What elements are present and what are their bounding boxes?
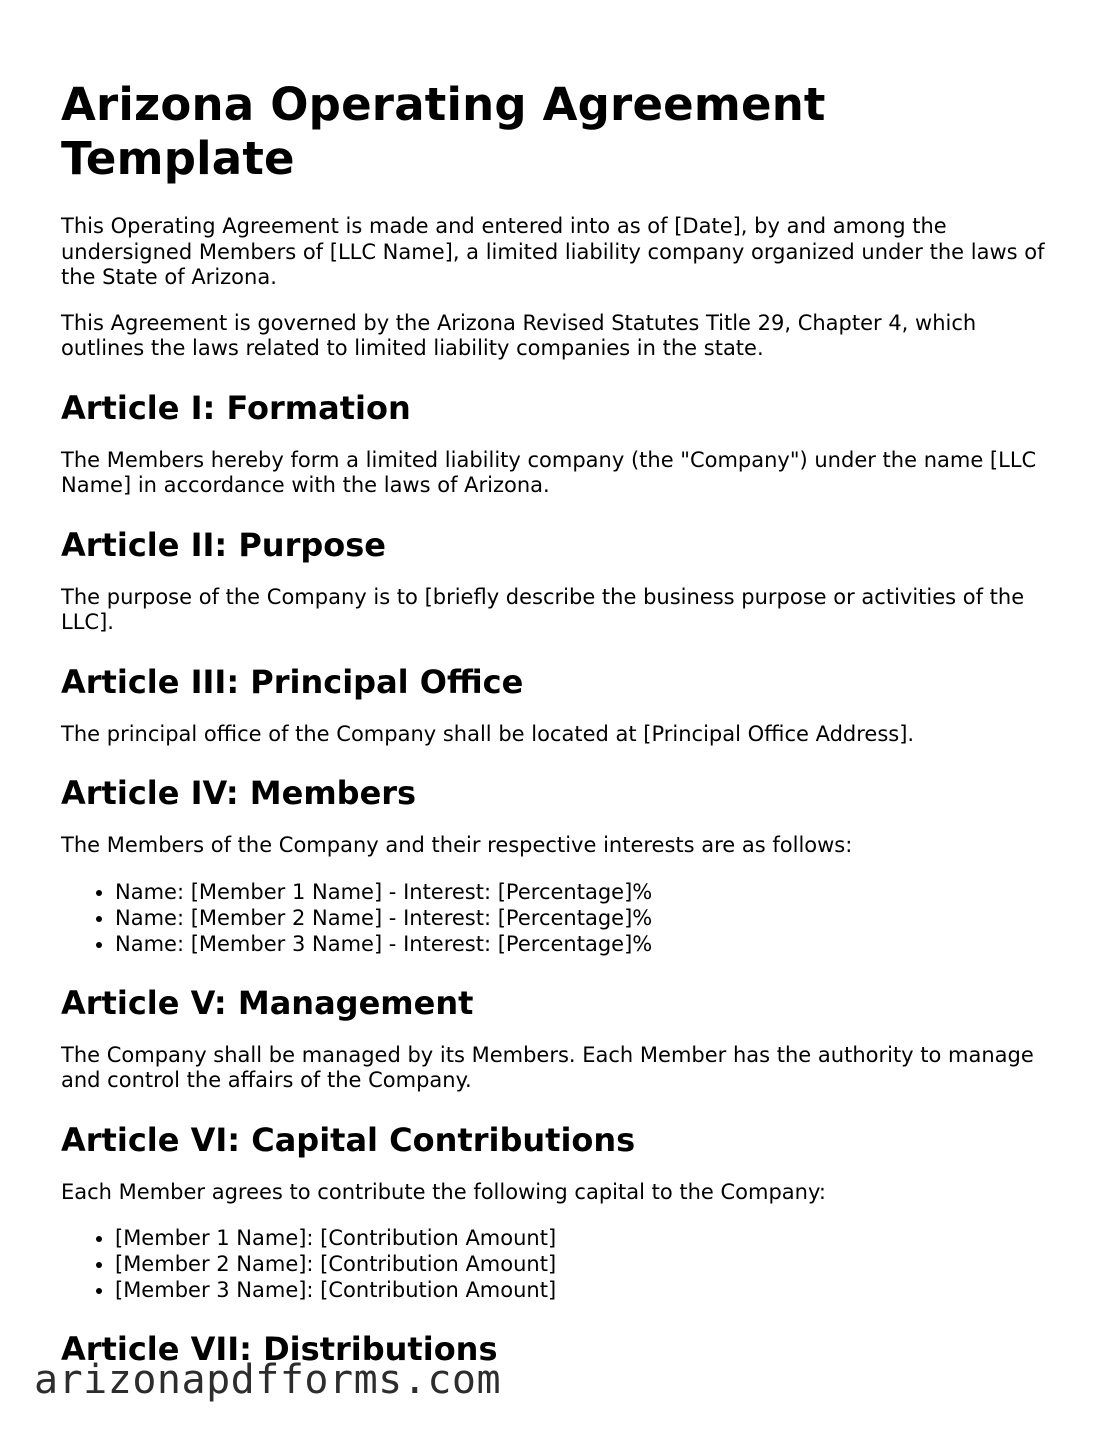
- article-3-heading: Article III: Principal Office: [61, 662, 524, 701]
- article-6-text: Each Member agrees to contribute the following capital to the Company:: [61, 1179, 826, 1204]
- list-item: • [Member 3 Name]: [Contribution Amount]: [115, 1277, 1053, 1303]
- article-6-heading: Article VI: Capital Contributions: [61, 1120, 636, 1159]
- intro-paragraph-1: This Operating Agreement is made and entered into as of [Date], by and among the undersigned Members of [LLC Name], a limited liability company organized under the laws of the State of Arizona.: [61, 214, 1045, 289]
- list-item: • Name: [Member 1 Name] - Interest: [Percentage]%: [115, 879, 1053, 905]
- article-5-heading: Article V: Management: [61, 983, 474, 1022]
- article-1-heading: Article I: Formation: [61, 388, 411, 427]
- list-item: • Name: [Member 2 Name] - Interest: [Percentage]%: [115, 905, 1053, 931]
- intro-paragraph-2: This Agreement is governed by the Arizona Revised Statutes Title 29, Chapter 4, which outlines the laws related to limited liability companies in the state.: [61, 310, 977, 360]
- list-item: • [Member 1 Name]: [Contribution Amount]: [115, 1225, 1053, 1251]
- members-list: [61, 879, 1053, 957]
- article-2-text: The purpose of the Company is to [briefly describe the business purpose or activities of the LLC].: [61, 584, 1025, 634]
- article-1-text: The Members hereby form a limited liability company (the "Company") under the name [LLC Name] in accordance with the laws of Arizona.: [61, 447, 1037, 497]
- list-item: • [Member 2 Name]: [Contribution Amount]: [115, 1251, 1053, 1277]
- contributions-list: [61, 1225, 1053, 1303]
- site-watermark: arizonapdfforms.com: [34, 1357, 502, 1403]
- article-7-heading: Article VII: Distributions: [61, 1330, 498, 1368]
- document-page: [61, 78, 1053, 1389]
- article-4-heading: Article IV: Members: [61, 774, 417, 812]
- article-3-text: The principal office of the Company shall be located at [Principal Office Address].: [61, 721, 915, 746]
- document-title: Arizona Operating Agreement Template: [61, 78, 826, 185]
- list-item: • Name: [Member 3 Name] - Interest: [Percentage]%: [115, 931, 1053, 957]
- article-2-heading: Article II: Purpose: [61, 525, 386, 564]
- article-5-text: The Company shall be managed by its Members. Each Member has the authority to manage and control the affairs of the Company.: [61, 1042, 1034, 1092]
- article-4-text: The Members of the Company and their respective interests are as follows:: [61, 833, 853, 857]
